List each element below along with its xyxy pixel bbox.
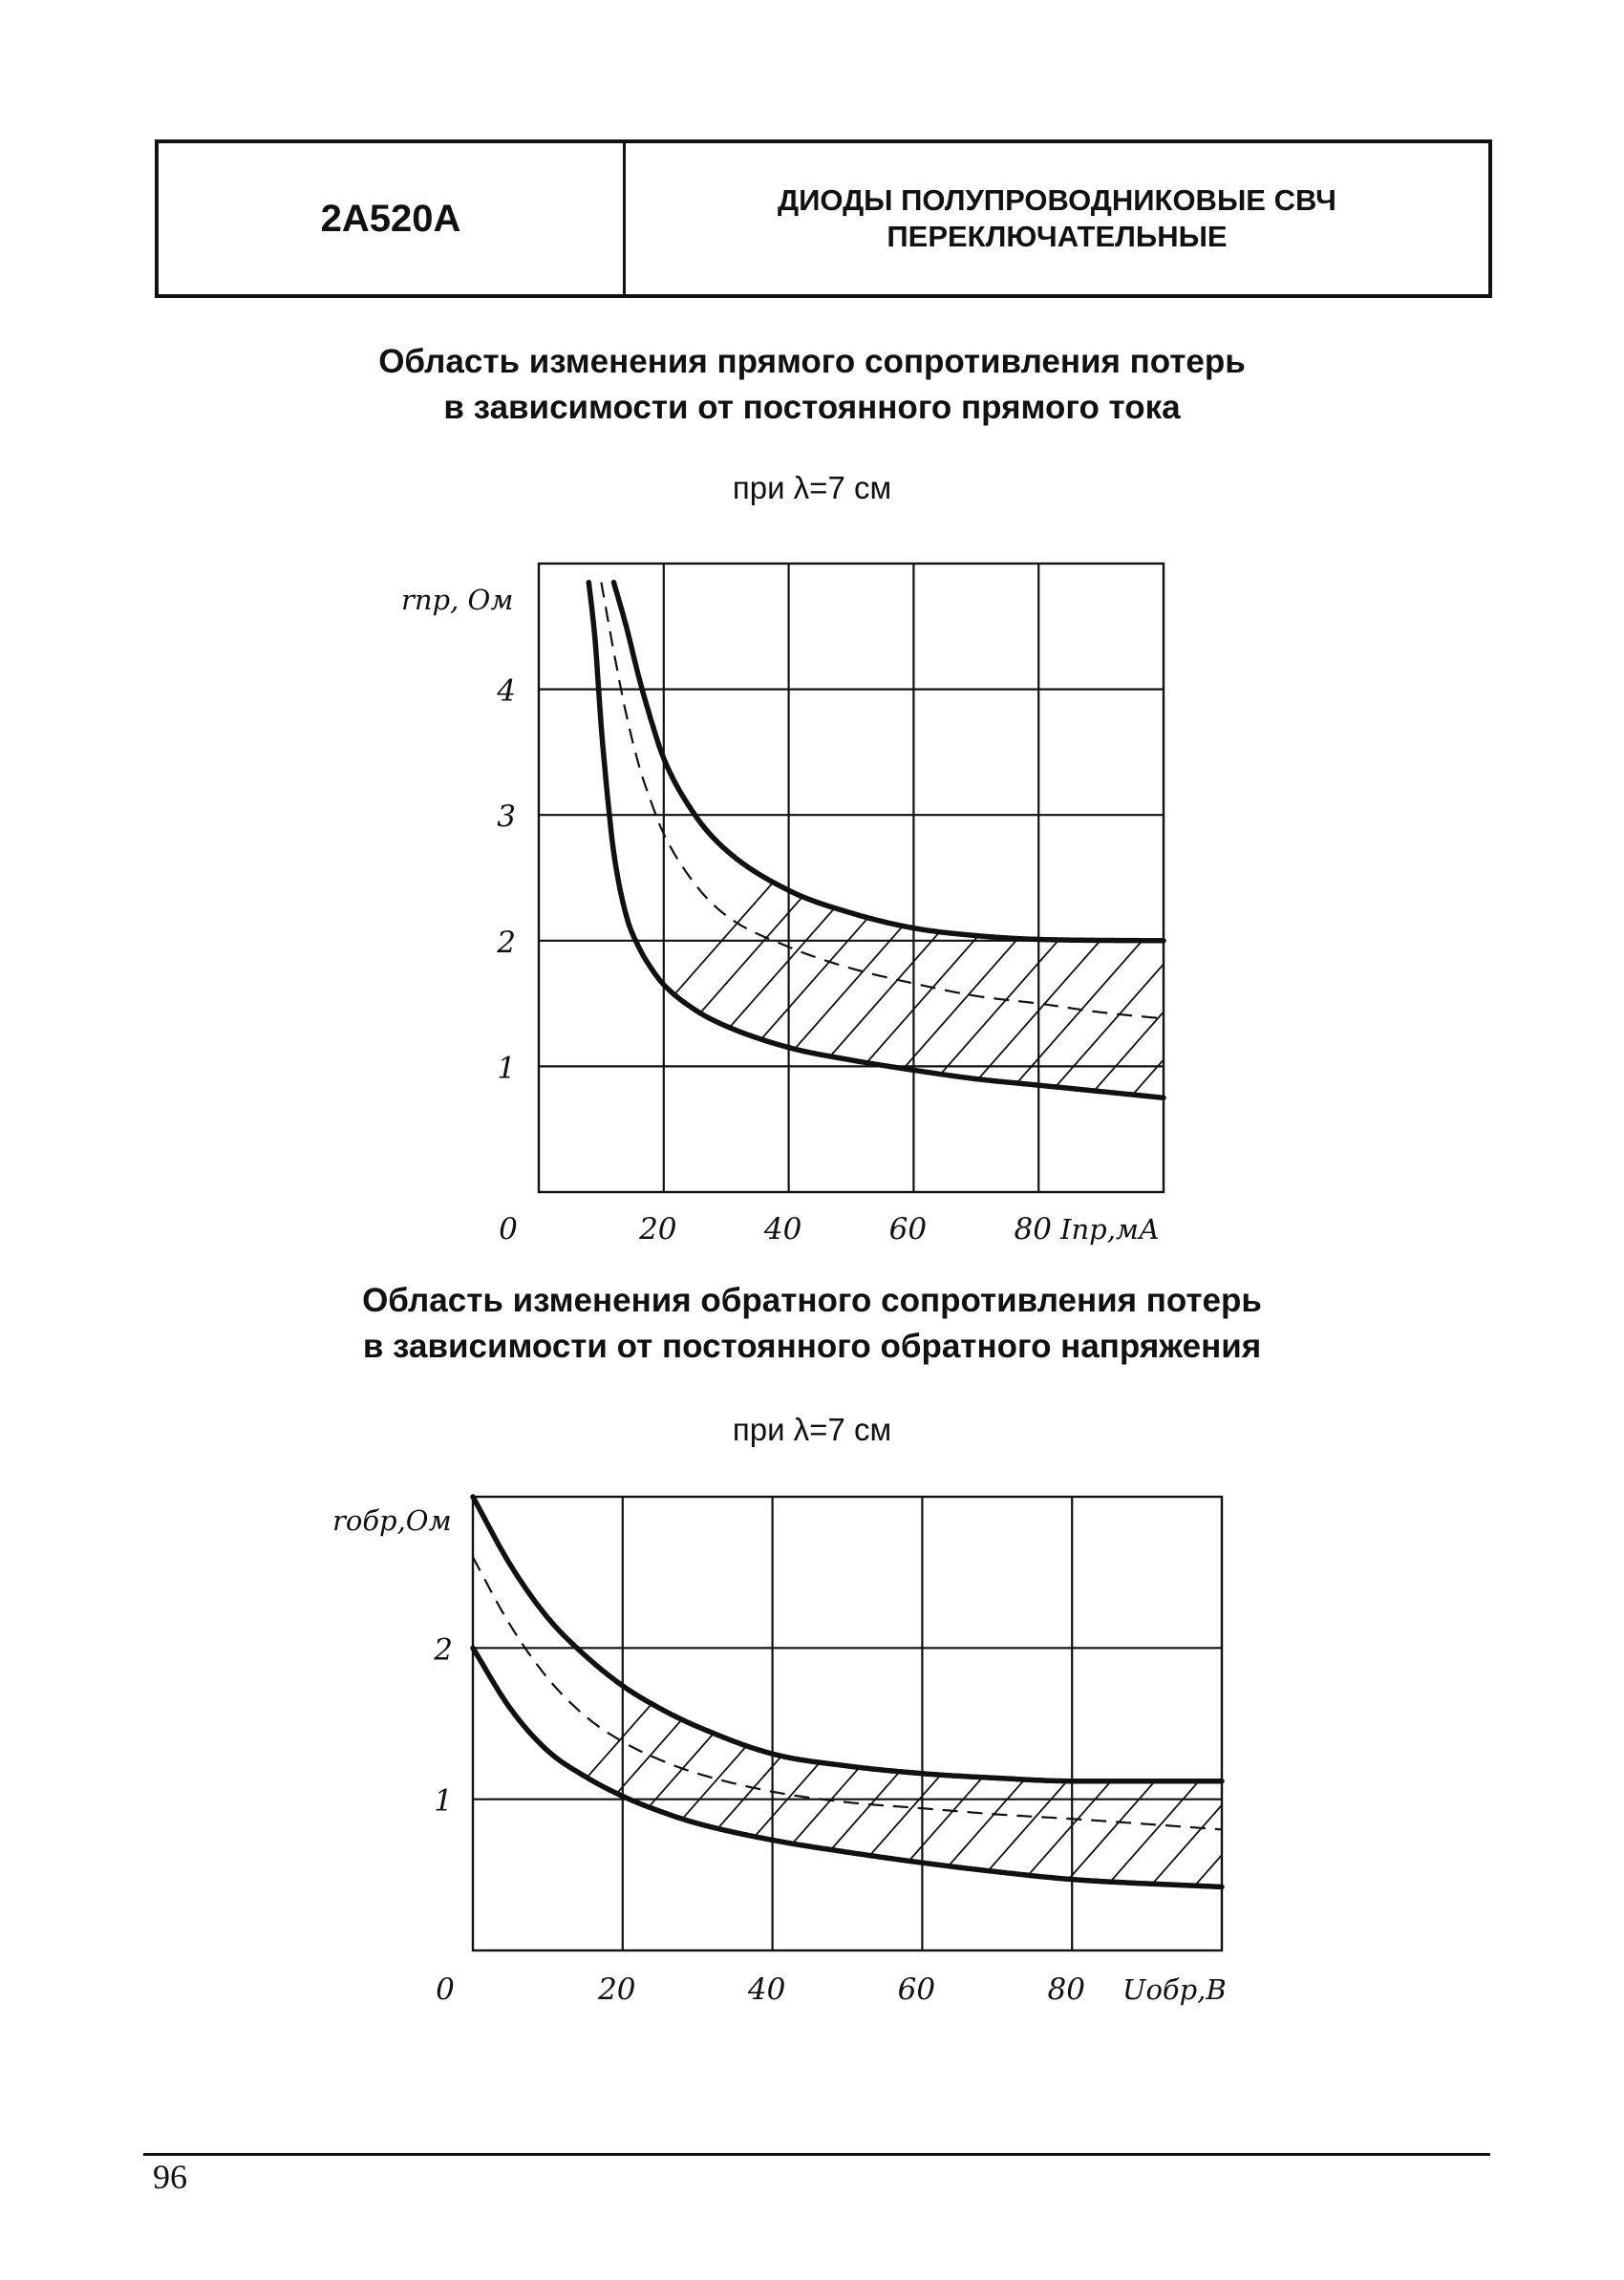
c1-hatch-line (1173, 564, 1624, 1192)
c2-hatch-line (610, 1497, 1010, 1950)
c1-hatch-line (627, 564, 1180, 1192)
c2-hatched-region (435, 1497, 1624, 1950)
chart2-condition: при λ=7 см (732, 1412, 892, 1447)
chart1-title-line1: Область изменения прямого сопротивления потерь (378, 343, 1246, 380)
c2-hatch-line (523, 1497, 922, 1950)
c2-hatch-line (435, 1497, 834, 1950)
c2-hatch-line (1533, 1497, 1624, 1950)
page-number: 96 (153, 2158, 187, 2196)
c1-x-axis-label: Iпр,мА (1060, 1213, 1160, 1246)
c2-hatch-line (1270, 1497, 1624, 1950)
c2-y-tick-1: 1 (434, 1783, 453, 1819)
c1-hatch-line (1509, 564, 1624, 1192)
c2-y-axis-label: rобр,Ом (332, 1504, 452, 1537)
device-code: 2А520А (159, 143, 626, 294)
c1-y-tick-1: 1 (497, 1051, 516, 1086)
device-category-line1: ДИОДЫ ПОЛУПРОВОДНИКОВЫЕ СВЧ (778, 183, 1336, 217)
c1-hatch-line (711, 564, 1264, 1192)
c1-x-tick-60: 60 (888, 1212, 928, 1247)
c2-hatch-line (654, 1497, 1054, 1950)
c1-x-tick-80: 80 (1014, 1212, 1052, 1247)
c2-hatch-line (1357, 1497, 1624, 1950)
c1-hatch-line (1047, 564, 1600, 1192)
c2-x-tick-80: 80 (1047, 1972, 1085, 2007)
c2-hatch-line (1401, 1497, 1624, 1950)
c1-hatch-line (1257, 564, 1624, 1192)
c1-hatch-line (1551, 564, 1624, 1192)
c1-hatch-line (1593, 564, 1624, 1192)
chart1-condition: при λ=7 см (732, 470, 892, 505)
c1-lower-bound-curve (588, 583, 1164, 1098)
c2-hatch-line (1138, 1497, 1537, 1950)
c1-hatch-line (837, 564, 1390, 1192)
c1-hatch-line (585, 564, 1138, 1192)
c2-x-tick-20: 20 (598, 1972, 636, 2007)
c1-y-tick-2: 2 (497, 925, 516, 960)
c1-hatched-region (501, 564, 1624, 1192)
c1-hatch-line (1089, 564, 1624, 1192)
c1-hatch-line (795, 564, 1348, 1192)
c2-typical-curve (473, 1557, 1222, 1829)
c1-hatch-line (921, 564, 1474, 1192)
device-category (626, 143, 1488, 294)
c1-y-tick-3: 3 (497, 799, 516, 835)
c1-hatch-line (1131, 564, 1624, 1192)
c2-y-tick-2: 2 (434, 1632, 453, 1668)
chart-reverse-resistance (0, 1471, 1624, 2015)
document-header (155, 139, 1492, 298)
c1-hatch-line (1299, 564, 1624, 1192)
c2-hatch-line (1445, 1497, 1624, 1950)
c1-y-axis-label: rпр, Ом (401, 584, 514, 616)
c2-x-tick-60: 60 (897, 1972, 936, 2007)
c2-hatch-line (1314, 1497, 1624, 1950)
c2-hatch-line (479, 1497, 878, 1950)
chart2-title-line1: Область изменения обратного сопротивления потерь (362, 1282, 1262, 1319)
c1-hatch-line (1005, 564, 1558, 1192)
device-category-line2: ПЕРЕКЛЮЧАТЕЛЬНЫЕ (887, 220, 1228, 253)
c2-hatch-line (1226, 1497, 1624, 1950)
chart2-title (0, 1278, 1624, 1370)
c1-x-tick-0: 0 (499, 1212, 518, 1247)
c1-hatch-line (753, 564, 1306, 1192)
c2-x-axis-label: Uобр,В (1122, 1973, 1227, 2006)
c1-hatch-line (1425, 564, 1624, 1192)
c1-x-tick-40: 40 (763, 1212, 802, 1247)
chart2-title-line2: в зависимости от постоянного обратного напряжения (362, 1328, 1262, 1365)
c2-hatch-line (698, 1497, 1098, 1950)
c2-hatch-line (1577, 1497, 1624, 1950)
c2-hatch-line (1489, 1497, 1624, 1950)
c2-x-tick-0: 0 (436, 1972, 455, 2007)
c2-hatch-line (566, 1497, 966, 1950)
c1-hatch-line (1467, 564, 1624, 1192)
c1-hatch-line (501, 564, 1054, 1192)
c1-upper-bound-curve (614, 583, 1165, 941)
c1-hatch-line (1341, 564, 1624, 1192)
c2-hatch-line (1006, 1497, 1405, 1950)
c2-upper-bound-curve (473, 1497, 1222, 1781)
c1-hatch-line (543, 564, 1096, 1192)
c2-x-tick-40: 40 (747, 1972, 786, 2007)
chart1-title (0, 339, 1624, 431)
c1-x-tick-20: 20 (639, 1212, 677, 1247)
chart1-title-line2: в зависимости от постоянного прямого тока (443, 389, 1181, 426)
c1-hatch-line (963, 564, 1516, 1192)
c2-hatch-line (874, 1497, 1273, 1950)
c1-hatch-line (1215, 564, 1624, 1192)
c2-hatch-line (1182, 1497, 1581, 1950)
c1-hatch-line (1383, 564, 1624, 1192)
footer-rule (143, 2153, 1490, 2156)
chart-forward-resistance (0, 535, 1624, 1261)
c1-y-tick-4: 4 (497, 673, 516, 709)
